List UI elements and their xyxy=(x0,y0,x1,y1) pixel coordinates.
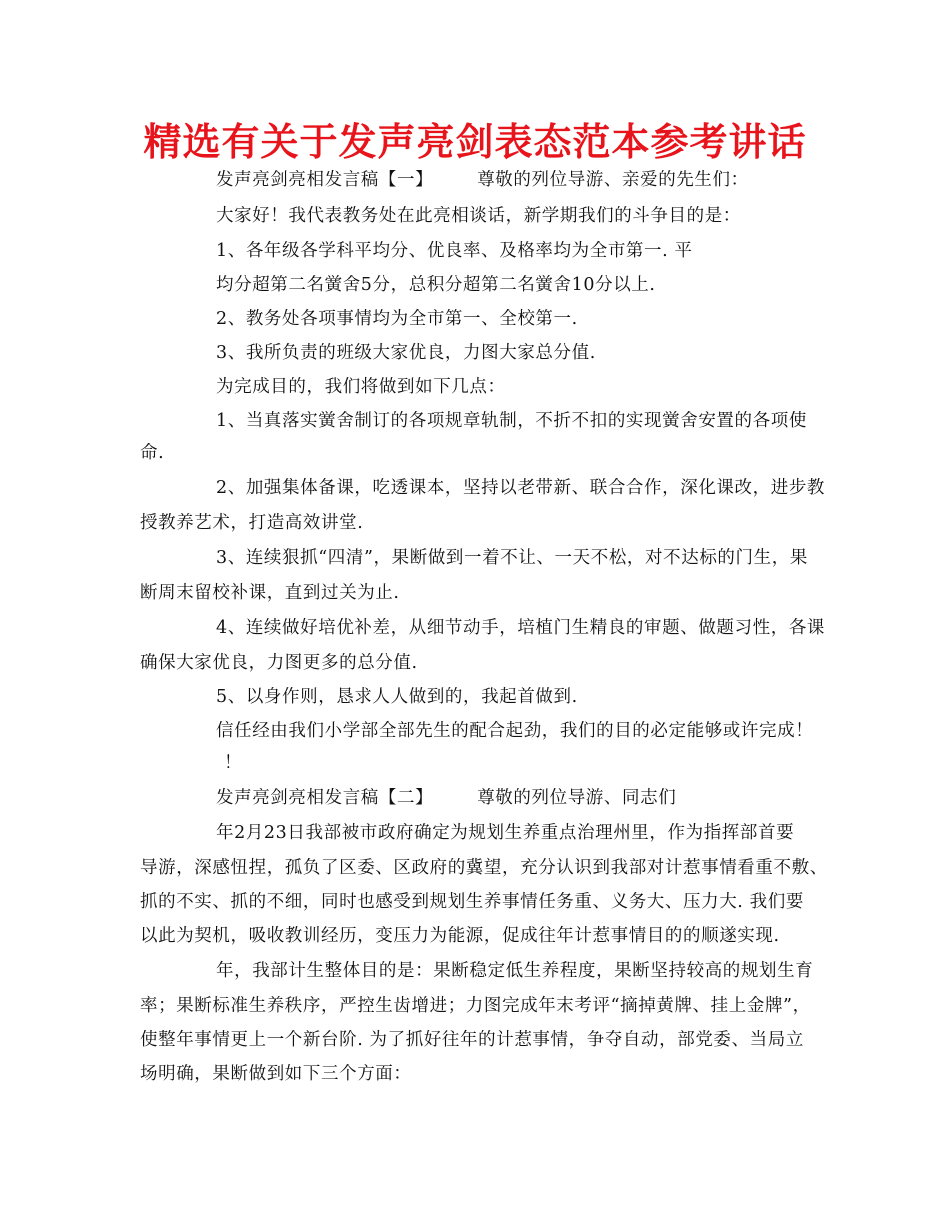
speech-two-heading: 发声亮剑亮相发言稿【二】 xyxy=(216,788,434,808)
paragraph-line: 使整年事情更上一个新台阶. 为了抓好往年的计惹事情，争夺自动，部党委、当局立 xyxy=(140,1030,804,1050)
paragraph-line: 以此为契机，吸收教训经历，变压力为能源，促成往年计惹事情目的的顺遂实现. xyxy=(140,926,780,946)
paragraph-line: 命. xyxy=(140,443,165,463)
paragraph-line: ！ xyxy=(224,753,243,773)
document-title: 精选有关于发声亮剑表态范本参考讲话 xyxy=(143,120,807,164)
paragraph-line: 均分超第二名黉舍5分，总积分超第二名黉舍10分以上. xyxy=(216,275,656,295)
paragraph-line: 断周末留校补课，直到过关为止. xyxy=(140,583,400,603)
paragraph-line: 授教养艺术，打造高效讲堂. xyxy=(140,513,364,533)
paragraph-line: 年，我部计生整体目的是：果断稳定低生养程度，果断坚持较高的规划生育 xyxy=(216,961,814,981)
paragraph-line: 大家好！我代表教务处在此亮相谈话，新学期我们的斗争目的是： xyxy=(216,206,741,226)
paragraph-line: 率；果断标准生养秩序，严控生齿增进；力图完成年末考评“摘掉黄牌、挂上金牌”， xyxy=(140,996,811,1016)
paragraph-line: 导游，深感忸捏，孤负了区委、区政府的冀望，充分认识到我部对计惹事情看重不敷、 xyxy=(140,858,828,878)
paragraph-line: 场明确，果断做到如下三个方面： xyxy=(140,1064,412,1084)
paragraph-line: 3、我所负责的班级大家优良，力图大家总分值. xyxy=(216,343,596,363)
paragraph-line: 确保大家优良，力图更多的总分值. xyxy=(140,653,418,673)
paragraph-line: 2、加强集体备课，吃透课本，坚持以老带新、联合合作，深化课改，进步教 xyxy=(216,478,826,498)
speech-one-heading: 发声亮剑亮相发言稿【一】 xyxy=(216,170,434,190)
speech-two-heading-line xyxy=(216,785,676,811)
paragraph-line: 信任经由我们小学部全部先生的配合起劲，我们的目的必定能够或许完成！ xyxy=(216,721,814,741)
speech-one-salutation: 尊敬的列位导游、亲爱的先生们： xyxy=(477,170,749,190)
paragraph-line: 1、当真落实黉舍制订的各项规章轨制，不折不扣的实现黉舍安置的各项使 xyxy=(216,411,807,431)
speech-two-salutation: 尊敬的列位导游、同志们 xyxy=(477,788,677,808)
paragraph-line: 年2月23日我部被市政府确定为规划生养重点治理州里，作为指挥部首要 xyxy=(216,823,795,843)
paragraph-line: 3、连续狠抓“四清”，果断做到一着不让、一天不松，对不达标的门生，果 xyxy=(216,548,808,568)
paragraph-line: 4、连续做好培优补差，从细节动手，培植门生精良的审题、做题习性，各课 xyxy=(216,618,826,638)
paragraph-line: 抓的不实、抓的不细，同时也感受到规划生养事情任务重、义务大、压力大. 我们要 xyxy=(140,892,804,912)
paragraph-line: 1、各年级各学科平均分、优良率、及格率均为全市第一. 平 xyxy=(216,241,693,261)
speech-one-heading-line xyxy=(216,167,749,193)
paragraph-line: 2、教务处各项事情均为全市第一、全校第一. xyxy=(216,309,578,329)
paragraph-line: 5、以身作则，恳求人人做到的，我起首做到. xyxy=(216,687,578,707)
paragraph-line: 为完成目的，我们将做到如下几点： xyxy=(216,377,506,397)
